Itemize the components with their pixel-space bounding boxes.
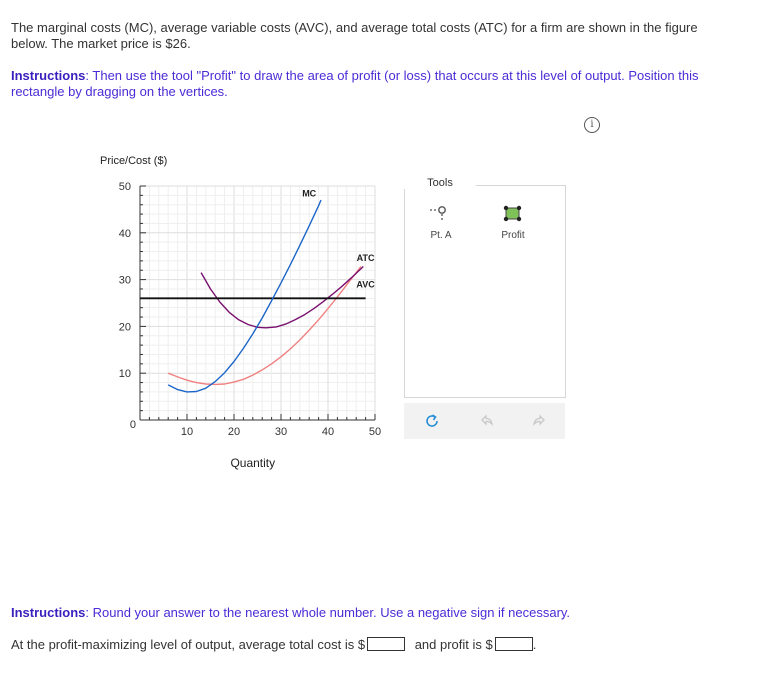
instructions-label: Instructions bbox=[11, 68, 86, 83]
x-tick-label: 50 bbox=[368, 426, 382, 438]
series-atc-line bbox=[201, 267, 363, 328]
x-tick-label: 30 bbox=[274, 426, 288, 438]
question-part-profit: and profit is $ bbox=[414, 637, 493, 652]
series-avc-line bbox=[168, 267, 361, 385]
point-a-label: Pt. A bbox=[430, 230, 452, 241]
curve-label-mc: MC bbox=[302, 188, 317, 199]
undo-icon[interactable] bbox=[476, 411, 496, 431]
graph-toolbar bbox=[404, 403, 565, 439]
y-tick-label: 0 bbox=[129, 419, 136, 431]
instructions-text-2: : Round your answer to the nearest whole number. Use a negative sign if necessary. bbox=[85, 605, 571, 620]
x-axis-title: Quantity bbox=[230, 456, 276, 470]
y-tick-label: 10 bbox=[118, 368, 131, 381]
problem-statement: The marginal costs (MC), average variable costs (AVC), and average total costs (ATC) for a firm are shown in the figure below. The market price is $26. bbox=[11, 20, 698, 51]
instructions-answer bbox=[11, 605, 570, 620]
reset-icon[interactable] bbox=[422, 411, 442, 431]
instructions-label-2: Instructions bbox=[11, 605, 86, 620]
y-tick-label: 40 bbox=[118, 227, 131, 240]
cost-curves-chart[interactable] bbox=[0, 150, 400, 480]
y-tick-label: 50 bbox=[118, 181, 131, 193]
x-tick-label: 10 bbox=[180, 426, 194, 438]
x-tick-label: 20 bbox=[227, 426, 241, 438]
tools-title: Tools bbox=[404, 177, 476, 189]
point-a-tool[interactable] bbox=[411, 200, 471, 241]
point-tool-icon bbox=[411, 200, 471, 228]
y-tick-label: 30 bbox=[118, 274, 131, 287]
series-mc-line bbox=[168, 200, 321, 392]
redo-icon[interactable] bbox=[530, 411, 550, 431]
question-period: . bbox=[532, 637, 537, 652]
y-tick-label: 20 bbox=[118, 321, 131, 334]
instructions-text: : Then use the tool "Profit" to draw the area of profit (or loss) that occurs at this level of output. Position this rectangle by dragging on the vertices. bbox=[11, 68, 699, 99]
profit-rect-icon bbox=[483, 200, 543, 228]
info-icon[interactable]: i bbox=[584, 117, 600, 133]
atc-answer-field[interactable] bbox=[367, 637, 405, 651]
instructions-graph bbox=[11, 68, 731, 100]
curve-label-avc: AVC bbox=[356, 279, 375, 290]
curve-label-atc: ATC bbox=[356, 252, 375, 263]
question-line bbox=[11, 637, 536, 652]
x-tick-label: 40 bbox=[321, 426, 335, 438]
profit-label: Profit bbox=[501, 230, 525, 241]
profit-answer-field[interactable] bbox=[495, 637, 533, 651]
y-axis-title: Price/Cost ($) bbox=[100, 155, 168, 167]
profit-tool[interactable] bbox=[483, 200, 543, 241]
question-part-atc: At the profit-maximizing level of output, average total cost is $ bbox=[11, 637, 366, 652]
